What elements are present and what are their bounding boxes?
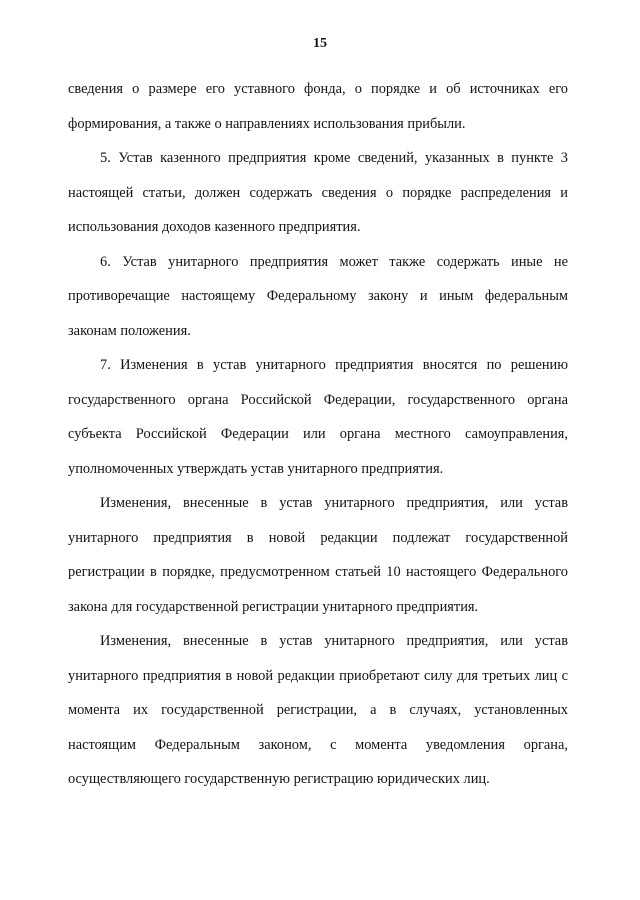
paragraph-item-5: 5. Устав казенного предприятия кроме сведений, указанных в пункте 3 настоящей статьи, должен содержать сведения о порядке распределения и использования доходов казенного предприятия. xyxy=(68,150,568,235)
paragraph-effect: Изменения, внесенные в устав унитарного предприятия, или устав унитарного предприятия в новой редакции приобретают силу для третьих лиц с момента их государственной регистрации, а в случаях, установленных настоящим Федеральным законом, с момента уведомления органа, осуществляющего государственную регистрацию юридических лиц. xyxy=(68,633,568,787)
paragraph-item-6: 6. Устав унитарного предприятия может также содержать иные не противоречащие настоящему Федеральному закону и иным федеральным законам положения. xyxy=(68,253,568,339)
paragraph-continuation: сведения о размере его уставного фонда, о порядке и об источниках его формирования, а также о направлениях использования прибыли. xyxy=(68,81,568,132)
paragraph-item-7: 7. Изменения в устав унитарного предприятия вносятся по решению государственного органа Российской Федерации, государственного органа субъекта Российской Федерации или органа местного самоуправления, уполномоченных утверждать устав унитарного предприятия. xyxy=(68,357,568,477)
page-number: 15 xyxy=(313,36,327,51)
paragraph-registration: Изменения, внесенные в устав унитарного предприятия, или устав унитарного предприятия в новой редакции подлежат государственной регистрации в порядке, предусмотренном статьей 10 настоящего Федерального закона для государственной регистрации унитарного предприятия. xyxy=(68,495,568,615)
document-body xyxy=(68,72,568,797)
